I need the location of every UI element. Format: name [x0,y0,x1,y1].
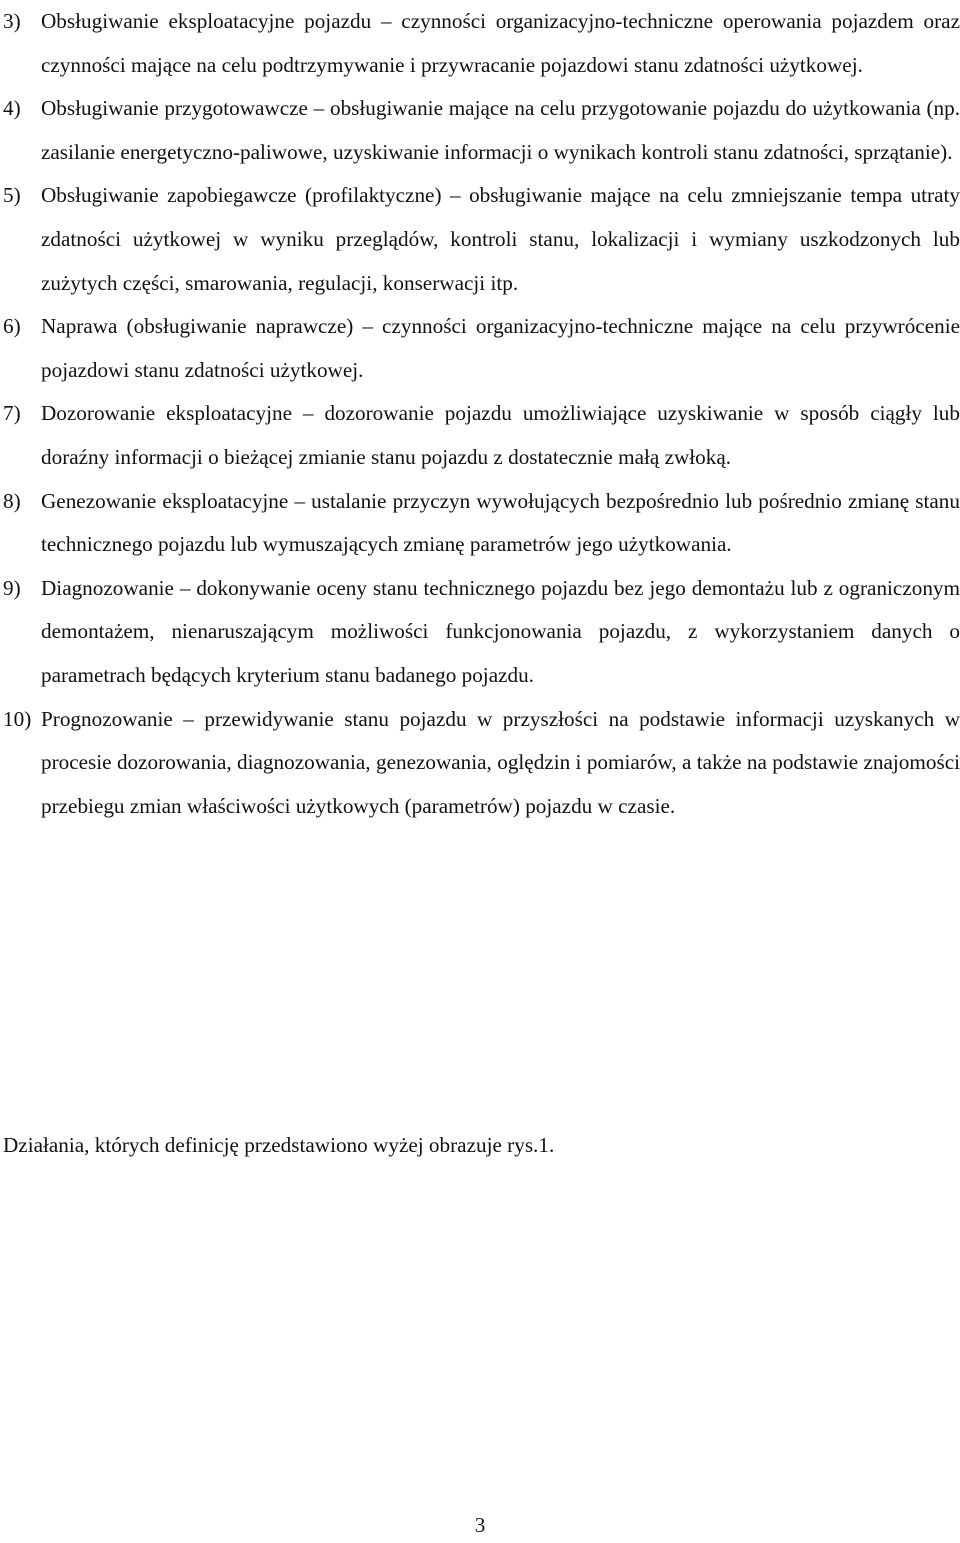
list-item [0,87,960,174]
list-item-number: 4) [3,96,21,121]
list-item-text: Naprawa (obsługiwanie naprawcze) – czynności organizacyjno-techniczne mające na celu przywrócenie pojazdowi stanu zdatności użytkowej. [41,314,960,382]
list-item [0,305,960,392]
list-item-text: Genezowanie eksploatacyjne – ustalanie przyczyn wywołujących bezpośrednio lub pośrednio zmianę stanu technicznego pojazdu lub wymuszających zmianę parametrów jego użytkowania. [41,488,960,557]
summary-paragraph: Działania, których definicję przedstawiono wyżej obrazuje rys.1. [3,1133,555,1157]
list-item-number: 6) [3,314,21,339]
list-item-number: 9) [3,575,21,600]
list-item [0,480,960,567]
list-item [0,698,960,829]
list-item [0,174,960,305]
list-item-number: 10) [3,706,32,731]
list-item-text: Diagnozowanie – dokonywanie oceny stanu technicznego pojazdu bez jego demontażu lub z ograniczonym demontażem, nienaruszającym możliwości funkcjonowania pojazdu, z wykorzystaniem danych o parametrach będących kryterium stanu badanego pojazdu. [41,575,960,687]
list-item [0,392,960,479]
page-number: 3 [474,1513,486,1537]
list-item-text: Prognozowanie – przewidywanie stanu pojazdu w przyszłości na podstawie informacji uzyskanych w procesie dozorowania, diagnozowania, genezowania, oględzin i pomiarów, a także na podstawie znajomości przebiegu zmian właściwości użytkowych (parametrów) pojazdu w czasie. [41,706,960,818]
list-item-text: Dozorowanie eksploatacyjne – dozorowanie pojazdu umożliwiające uzyskiwanie w sposób ciągły lub doraźny informacji o bieżącej zmianie stanu pojazdu z dostatecznie małą zwłoką. [41,401,960,469]
list-item-number: 7) [3,401,21,426]
list-item-text: Obsługiwanie eksploatacyjne pojazdu – czynności organizacyjno-techniczne operowania pojazdem oraz czynności mające na celu podtrzymywanie i przywracanie pojazdowi stanu zdatności użytkowej. [41,9,960,77]
list-item-number: 3) [3,9,21,33]
list-item [0,567,960,698]
list-item-number: 5) [3,183,21,208]
list-item-text: Obsługiwanie przygotowawcze – obsługiwanie mające na celu przygotowanie pojazdu do użytkowania (np. zasilanie energetyczno-paliwowe, uzyskiwanie informacji o wynikach kontroli stanu zdatności, sprzątanie). [41,96,960,164]
list-item [0,0,960,87]
list-item-text: Obsługiwanie zapobiegawcze (profilaktyczne) – obsługiwanie mające na celu zmniejszanie tempa utraty zdatności użytkowej w wyniku przeglądów, kontroli stanu, lokalizacji i wymiany uszkodzonych lub zużytych części, smarowania, regulacji, konserwacji itp. [41,183,960,295]
list-item-number: 8) [3,488,21,513]
